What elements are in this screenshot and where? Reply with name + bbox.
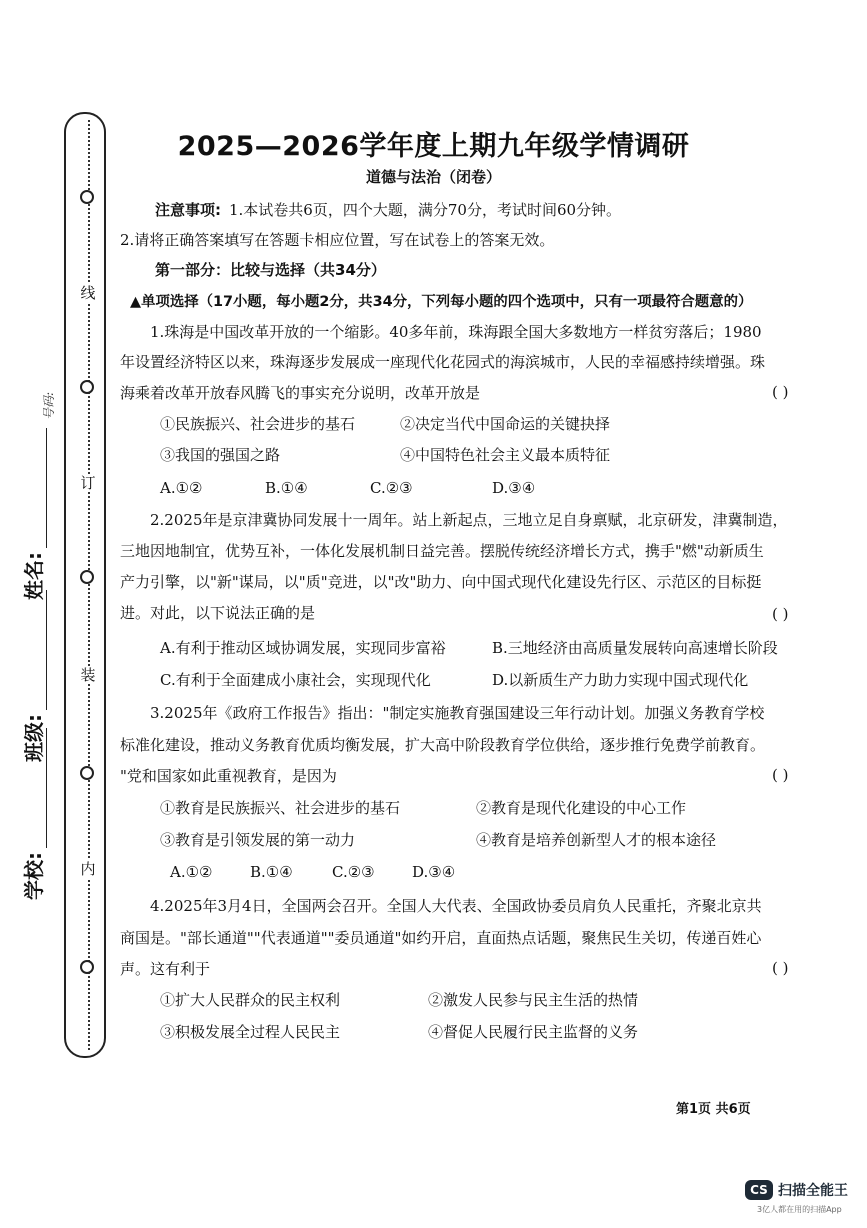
q1-option-4: ④中国特色社会主义最本质特征 — [400, 446, 611, 464]
notes-line-2: 2.请将正确答案填写在答题卡相应位置，写在试卷上的答案无效。 — [120, 231, 555, 249]
binding-circle-2 — [80, 380, 94, 394]
binding-char-nei: 内 — [80, 860, 96, 878]
q2-choice-a: A.有利于推动区域协调发展，实现同步富裕 — [160, 639, 446, 657]
q1-choice-a: A.①② — [160, 479, 203, 497]
binding-circle-1 — [80, 190, 94, 204]
q4-option-4: ④督促人民履行民主监督的义务 — [428, 1023, 639, 1041]
q3-option-1: ①教育是民族振兴、社会进步的基石 — [160, 799, 401, 817]
binding-char-xian: 线 — [80, 284, 96, 302]
q2-line-4: 进。对此，以下说法正确的是 — [120, 604, 316, 622]
class-blank[interactable] — [26, 590, 47, 710]
q4-option-2: ②激发人民参与民主生活的热情 — [428, 991, 639, 1009]
name-label: 姓名: — [22, 552, 46, 600]
q2-choice-c: C.有利于全面建成小康社会，实现现代化 — [160, 671, 431, 689]
exam-subtitle: 道德与法治（闭卷） — [365, 168, 501, 186]
part1-instruction: ▲单项选择（17小题，每小题2分，共34分，下列每小题的四个选项中，只有一项最符合题意的） — [130, 294, 753, 310]
q1-option-1: ①民族振兴、社会进步的基石 — [160, 415, 356, 433]
q4-option-3: ③积极发展全过程人民民主 — [160, 1023, 341, 1041]
q2-choice-d: D.以新质生产力助力实现中国式现代化 — [492, 671, 749, 689]
binding-char-zhuang: 装 — [80, 666, 96, 684]
q1-answer-paren: ( ) — [772, 383, 789, 401]
q1-line-3: 海乘着改革开放春风腾飞的事实充分说明，改革开放是 — [120, 384, 481, 402]
q4-line-2: 商国是。"部长通道""代表通道""委员通道"如约开启，直面热点话题，聚焦民生关切，传递百姓心 — [120, 929, 762, 947]
q1-choice-c: C.②③ — [370, 479, 413, 497]
class-field — [18, 590, 47, 762]
q3-choice-c: C.②③ — [332, 863, 375, 881]
q4-option-1: ①扩大人民群众的民主权利 — [160, 991, 341, 1009]
q3-line-3: "党和国家如此重视教育，是因为 — [120, 767, 337, 785]
q3-option-3: ③教育是引领发展的第一动力 — [160, 831, 356, 849]
binding-circle-3 — [80, 570, 94, 584]
notes-label: 注意事项: — [155, 201, 221, 219]
class-label: 班级: — [22, 714, 46, 762]
q3-option-2: ②教育是现代化建设的中心工作 — [476, 799, 687, 817]
q1-choice-b: B.①④ — [265, 479, 308, 497]
q1-option-3: ③我国的强国之路 — [160, 446, 281, 464]
camscanner-logo-icon: CS — [745, 1180, 773, 1200]
camscanner-name: 扫描全能王 — [778, 1183, 848, 1199]
handwritten-id-note: 号码: — [42, 391, 56, 420]
q1-choice-d: D.③④ — [492, 479, 536, 497]
q2-line-1: 2.2025年是京津冀协同发展十一周年。站上新起点，三地立足自身禀赋，北京研发，津冀制造， — [150, 511, 788, 529]
name-blank[interactable] — [26, 428, 47, 548]
q3-answer-paren: ( ) — [772, 766, 789, 784]
school-label: 学校: — [22, 852, 46, 900]
q3-option-4: ④教育是培养创新型人才的根本途径 — [476, 831, 717, 849]
q3-choice-b: B.①④ — [250, 863, 293, 881]
notes-line-1 — [155, 200, 621, 220]
q3-choice-d: D.③④ — [412, 863, 456, 881]
exam-title: 2025—2026学年度上期九年级学情调研 — [177, 131, 690, 162]
q2-choice-b: B.三地经济由高质量发展转向高速增长阶段 — [492, 639, 778, 657]
binding-char-ding: 订 — [80, 474, 96, 492]
q4-answer-paren: ( ) — [772, 959, 789, 977]
binding-dotted-line — [88, 120, 90, 1050]
name-field — [18, 428, 47, 600]
q2-line-2: 三地因地制宜，优势互补，一体化发展机制日益完善。摆脱传统经济增长方式，携手"燃"动新质生 — [120, 542, 764, 560]
q3-line-1: 3.2025年《政府工作报告》指出："制定实施教育强国建设三年行动计划。加强义务教育学校 — [150, 704, 765, 722]
q2-answer-paren: ( ) — [772, 605, 789, 623]
binding-circle-5 — [80, 960, 94, 974]
part1-title: 第一部分：比较与选择（共34分） — [155, 261, 386, 279]
q1-line-1: 1.珠海是中国改革开放的一个缩影。40多年前，珠海跟全国大多数地方一样贫穷落后；1980 — [150, 323, 762, 341]
q3-line-2: 标准化建设，推动义务教育优质均衡发展，扩大高中阶段教育学位供给，逐步推行免费学前教育。 — [120, 736, 766, 754]
binding-border — [64, 112, 106, 1058]
notes-text-1: 1.本试卷共6页，四个大题，满分70分，考试时间60分钟。 — [229, 201, 622, 219]
page-number: 第1页 共6页 — [676, 1102, 751, 1117]
q4-line-3: 声。这有利于 — [120, 960, 211, 978]
q1-option-2: ②决定当代中国命运的关键抉择 — [400, 415, 611, 433]
q2-line-3: 产力引擎，以"新"谋局，以"质"竞进，以"改"助力、向中国式现代化建设先行区、示范区的目标挺 — [120, 573, 762, 591]
camscanner-tagline: 3亿人都在用的扫描App — [757, 1205, 842, 1214]
q4-line-1: 4.2025年3月4日，全国两会召开。全国人大代表、全国政协委员肩负人民重托，齐聚北京共 — [150, 897, 762, 915]
q3-choice-a: A.①② — [170, 863, 213, 881]
q1-line-2: 年设置经济特区以来，珠海逐步发展成一座现代化花园式的海滨城市，人民的幸福感持续增强。珠 — [120, 353, 766, 371]
binding-circle-4 — [80, 766, 94, 780]
